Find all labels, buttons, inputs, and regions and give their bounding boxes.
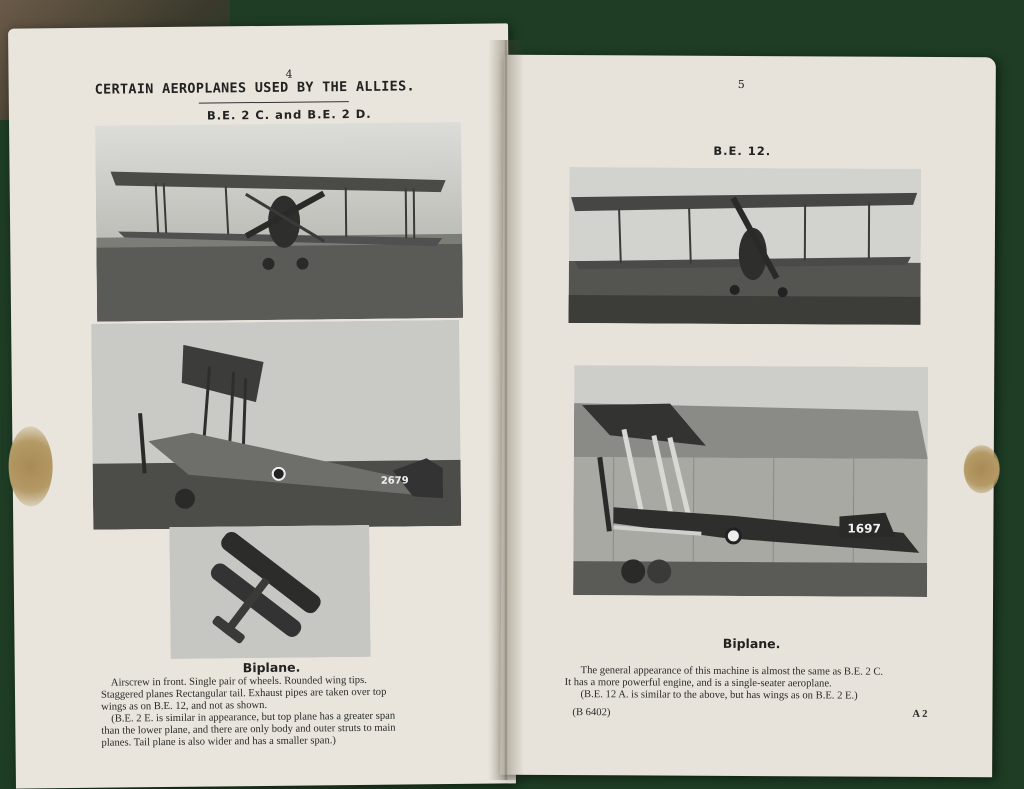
- left-desc-line-1: Airscrew in front. Single pair of wheels. Rounded wing tips.: [111, 675, 367, 689]
- right-desc-line-1: The general appearance of this machine is almost the same as B.E. 2 C.: [581, 665, 883, 678]
- left-desc-line-2: Staggered planes Rectangular tail. Exhaust pipes are taken over top: [101, 687, 386, 702]
- signature-mark: A 2: [912, 709, 927, 721]
- right-page-heading: B.E. 12.: [713, 144, 771, 158]
- left-page: [8, 23, 516, 788]
- left-page-caption: Biplane.: [243, 660, 301, 676]
- left-desc-line-6: planes. Tail plane is also wider and has a smaller span.): [101, 735, 336, 749]
- right-page-stain: [964, 445, 1000, 493]
- right-page-number: 5: [738, 78, 745, 91]
- photo-be2c-front-view: [95, 122, 463, 322]
- left-desc-line-5: than the lower plane, and there are only body and outer struts to main: [101, 723, 395, 738]
- right-page: [500, 55, 996, 778]
- left-page-stain: [8, 426, 53, 506]
- photo-be2c-side-view: [91, 320, 461, 530]
- photo-be12-front-view: [568, 167, 921, 325]
- book-gutter: [488, 40, 524, 780]
- right-page-caption: Biplane.: [723, 636, 781, 651]
- left-desc-line-4: (B.E. 2 E. is similar in appearance, but top plane has a greater span: [111, 711, 395, 726]
- photo-2-serial-right: 1697: [847, 522, 880, 536]
- print-code: (B 6402): [572, 707, 610, 719]
- left-desc-line-3: wings as on B.E. 12, and not as shown.: [101, 700, 267, 714]
- left-page-subheading: B.E. 2 C. and B.E. 2 D.: [207, 107, 372, 123]
- right-desc-line-2: It has a more powerful engine, and is a single-seater aeroplane.: [565, 677, 832, 690]
- photo-be12-side-view: [573, 365, 928, 597]
- left-page-number: 4: [285, 68, 292, 81]
- heading-underline: [199, 101, 349, 104]
- left-page-heading: CERTAIN AEROPLANES USED BY THE ALLIES.: [95, 78, 415, 97]
- photo-be2c-underside: [169, 525, 370, 659]
- photo-2-serial: 2679: [381, 475, 409, 486]
- right-desc-line-3: (B.E. 12 A. is similar to the above, but has wings as on B.E. 2 E.): [581, 689, 858, 702]
